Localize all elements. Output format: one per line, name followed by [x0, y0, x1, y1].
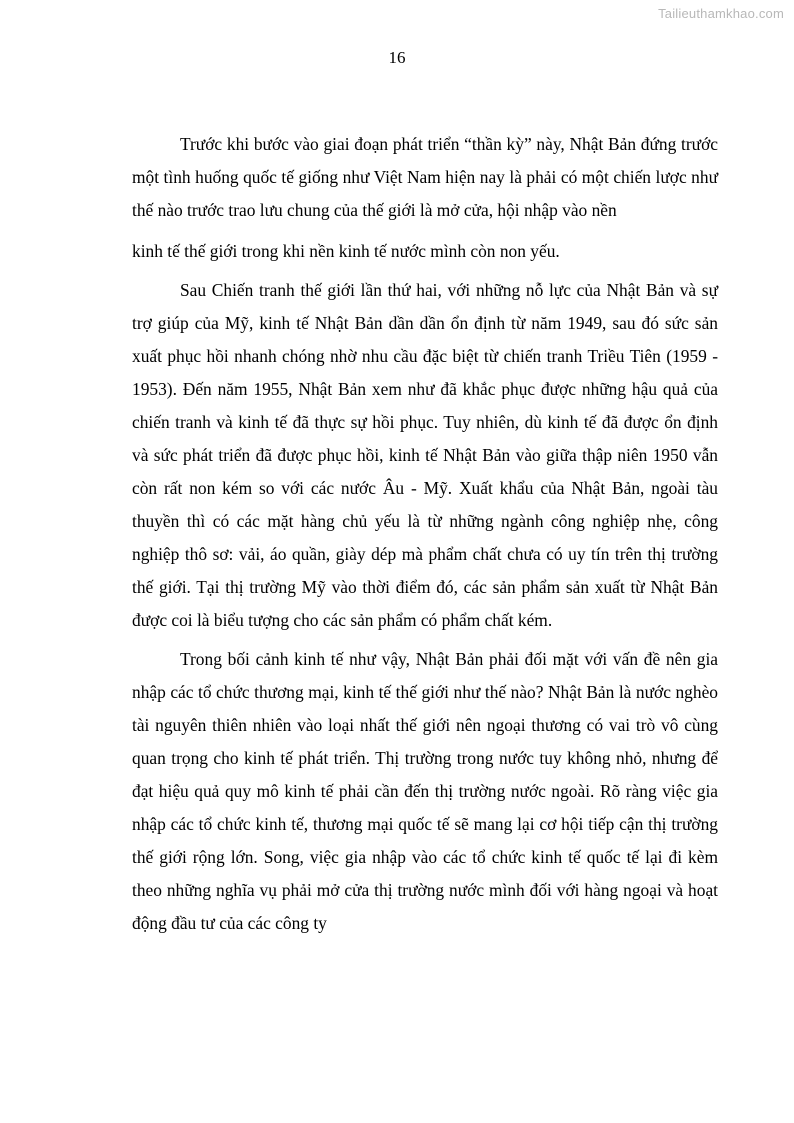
paragraph-3: Trong bối cảnh kinh tế như vậy, Nhật Bản phải đối mặt với vấn đề nên gia nhập các tổ chức thương mại, kinh tế thế giới như thế nào? Nhật Bản là nước nghèo tài nguyên thiên nhiên vào loại nhất thế giới nên ngoại thương có vai trò vô cùng quan trọng cho kinh tế phát triển. Thị trường trong nước tuy không nhỏ, nhưng để đạt hiệu quả quy mô kinh tế phải cần đến thị trường nước ngoài. Rõ ràng việc gia nhập các tổ chức kinh tế, thương mại quốc tế sẽ mang lại cơ hội tiếp cận thị trường thế giới rộng lớn. Song, việc gia nhập vào các tổ chức kinh tế quốc tế lại đi kèm theo những nghĩa vụ phải mở cửa thị trường nước mình đối với hàng ngoại và hoạt động đầu tư của các công ty	[132, 649, 718, 933]
paragraph-1: Trước khi bước vào giai đoạn phát triển “thần kỳ” này, Nhật Bản đứng trước một tình huống quốc tế giống như Việt Nam hiện nay là phải có một chiến lược như thế nào trước trao lưu chung của thế giới là mở cửa, hội nhập vào nền	[132, 134, 718, 220]
paragraph-2: Sau Chiến tranh thế giới lần thứ hai, với những nỗ lực của Nhật Bản và sự trợ giúp của Mỹ, kinh tế Nhật Bản dần dần ổn định từ năm 1949, sau đó sức sản xuất phục hồi nhanh chóng nhờ nhu cầu đặc biệt từ chiến tranh Triều Tiên (1959 - 1953). Đến năm 1955, Nhật Bản xem như đã khắc phục được những hậu quả của chiến tranh và kinh tế đã thực sự hồi phục. Tuy nhiên, dù kinh tế đã được ổn định và sức phát triển đã được phục hồi, kinh tế Nhật Bản vào giữa thập niên 1950 vẫn còn rất non kém so với các nước Âu - Mỹ. Xuất khẩu của Nhật Bản, ngoài tàu thuyền thì có các mặt hàng chủ yếu là từ những ngành công nghiệp nhẹ, công nghiệp thô sơ: vải, áo quần, giày dép mà phẩm chất chưa có uy tín trên thị trường thế giới. Tại thị trường Mỹ vào thời điểm đó, các sản phẩm sản xuất từ Nhật Bản được coi là biểu tượng cho các sản phẩm có phẩm chất kém.	[132, 280, 718, 630]
watermark: Tailieuthamkhao.com	[658, 6, 784, 21]
document-body	[132, 128, 718, 940]
paragraph-1-continuation: kinh tế thế giới trong khi nền kinh tế nước mình còn non yếu.	[132, 241, 560, 261]
page-number: 16	[388, 48, 406, 67]
